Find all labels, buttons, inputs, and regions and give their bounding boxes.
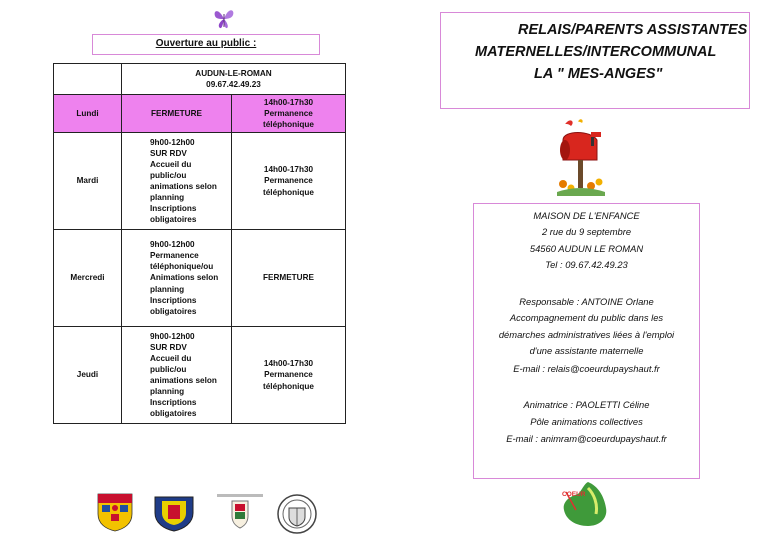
info-line: démarches administratives liées à l'emploi xyxy=(498,329,675,340)
coeur-du-pays-haut-logo xyxy=(558,480,612,528)
info-line: Responsable : ANTOINE Orlane xyxy=(519,296,654,307)
table-row: Mardi 9h00-12h00 SUR RDV Accueil du public/ou animations selon planning Inscriptions obligatoires 14h00-17h30 Permanence téléphonique xyxy=(54,133,346,230)
mailbox-icon xyxy=(553,118,609,198)
butterfly-icon xyxy=(211,6,237,32)
info-line: Pôle animations collectives xyxy=(530,416,643,427)
contact-info-box xyxy=(473,203,700,479)
location-header: AUDUN-LE-ROMAN 09.67.42.49.23 xyxy=(122,64,346,95)
info-line: 54560 AUDUN LE ROMAN xyxy=(529,243,644,254)
seal-icon xyxy=(275,493,319,535)
opening-hours-title: Ouverture au public : xyxy=(92,34,320,55)
title-box xyxy=(440,12,750,109)
crest-icon xyxy=(152,493,196,533)
table-row: Mercredi 9h00-12h00 Permanence téléphonique/ou Animations selon planning Inscriptions obligatoires FERMETURE xyxy=(54,230,346,327)
info-line: d'une assistante maternelle xyxy=(529,345,644,356)
email-relais[interactable]: E-mail : relais@coeurdupayshaut.fr xyxy=(513,363,660,374)
info-line: 2 rue du 9 septembre xyxy=(541,226,632,237)
coat-of-arms-icon xyxy=(96,492,134,532)
info-line: Animatrice : PAOLETTI Céline xyxy=(523,399,650,410)
title-line-1: RELAIS/PARENTS ASSISTANTES xyxy=(518,22,748,38)
title-line-2: MATERNELLES/INTERCOMMUNAL xyxy=(475,44,717,60)
table-header-row xyxy=(54,64,346,95)
info-line: MAISON DE L'ENFANCE xyxy=(533,210,640,221)
email-animram[interactable]: E-mail : animram@coeurdupayshaut.fr xyxy=(506,433,667,444)
schedule-table xyxy=(53,63,346,424)
municipal-emblem-icon xyxy=(215,492,265,534)
info-line: Accompagnement du public dans les xyxy=(509,312,664,323)
title-line-3: LA " MES-ANGES" xyxy=(534,66,663,82)
logo-text: COEUR xyxy=(562,491,586,498)
table-row: Jeudi 9h00-12h00 SUR RDV Accueil du public/ou animations selon planning Inscriptions obligatoires 14h00-17h30 Permanence téléphonique xyxy=(54,327,346,424)
table-row: Lundi FERMETURE 14h00-17h30 Permanence téléphonique xyxy=(54,95,346,133)
info-line: Tel : 09.67.42.49.23 xyxy=(545,259,628,270)
